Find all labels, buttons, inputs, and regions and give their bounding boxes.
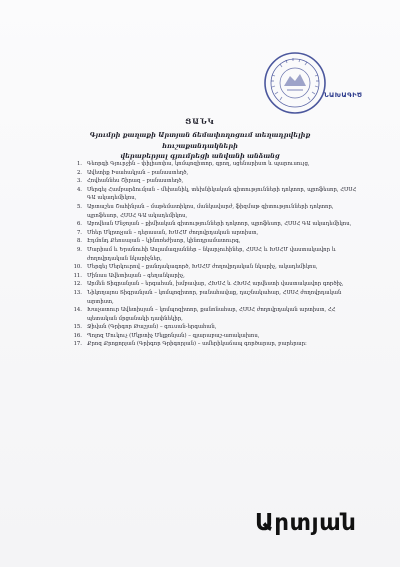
list-item-number: 8. <box>76 238 82 245</box>
list-item-number: 5. <box>76 203 82 210</box>
list-item-text: Նիկողայոս Տիգրանյան – կոմպոզիտոր, բանահավաք, դաշնակահար, ՀՍՍՀ ժողովրդական արտիստ, <box>87 289 342 305</box>
list-item-number: 16. <box>73 332 82 339</box>
list-item-text: Մհեր Մկրտչյան – դերասան, ԽՍՀՄ ժողովրդական արտիստ, <box>87 229 259 236</box>
list-item-number: 2. <box>76 169 82 176</box>
list-item-number: 7. <box>76 229 82 236</box>
list-item <box>70 263 360 272</box>
list-item <box>70 306 360 323</box>
list-item-text: Խաչատուր Ավետիսյան – կոմպոզիտոր, քանոնահար, ՀՍՍՀ ժողովրդական արտիստ, ՀՀ պետական մրցանակի դափնեկիր, <box>87 307 336 322</box>
list-item-text: Հովհաննես Շիրազ – բանաստեղծ, <box>87 178 184 185</box>
list-item-number: 4. <box>76 186 82 193</box>
list-item-text: Սերգեյ Համբարձումյան – մեխանիկ, տեխնիկական գիտությունների դոկտոր, պրոֆեսոր, ՀՍՍՀ ԳԱ ակադեմիկոս, <box>87 186 357 202</box>
list-item <box>70 229 360 238</box>
list-item-number: 12. <box>73 281 82 288</box>
list-item-text: Գեորգի Գյուրջին – փիլիսոփա, կոմպոզիտոր, գրող, սցենարիստ և պարուսույց, <box>87 161 310 167</box>
list-item-text: Քրոզ Քրոքորյան (Գրիգոր Գրիգորյան) – ամերիկաճապ գործարար, բարերար: <box>87 341 307 348</box>
list-item <box>70 272 360 281</box>
list-item <box>70 169 360 178</box>
list-item-text: Աբովեան Մնջոյան – քիմիական գիտությունների դոկտոր, պրոֆեսոր, ՀՍՍՀ ԳԱ ակադեմիկոս, <box>87 221 352 228</box>
list-item-text: Էդմոնդ Քեոսայան – կինոռեժիսոր, կինոդրամատուրգ, <box>87 238 241 245</box>
list-item <box>70 203 360 220</box>
list-item-number: 3. <box>76 178 82 185</box>
list-item-text: Մինաս Ավետիսյան – գեղանկարիչ, <box>87 272 185 279</box>
list-item <box>70 246 360 263</box>
stamp-seal-icon <box>262 50 328 116</box>
list-item-number: 13. <box>73 289 82 296</box>
signature-watermark: Արտյան <box>255 510 357 536</box>
list-item <box>70 186 360 203</box>
list-item-text: Ավետիք Իսահակյան – բանաստեղծ, <box>87 169 189 176</box>
list-item-text: Ջիվան (Գրիգոր Թաշյան) – գուսան-երգահան, <box>87 324 217 331</box>
list-item <box>70 220 360 229</box>
list-item-number: 11. <box>73 272 82 279</box>
document-title: ՑԱՆԿ <box>185 117 215 126</box>
list-item-number: 6. <box>76 221 82 228</box>
list-item-text: Մարիամ և Երանուհի Ասլամազյաններ – նկարչուհիներ, ՀՍՍՀ և ԽՍՀՄ վաստակավոր և ժողովրդական նկարիչներ, <box>87 246 336 262</box>
document-subtitle <box>60 130 340 162</box>
list-item-text: Արմեն Տիգրանյան – երգահան, խմբավար, ՀԽՍՀ և ՀԽՍՀ արվեստի վաստակավոր գործիչ, <box>87 281 344 288</box>
list-item <box>70 289 360 306</box>
list-item <box>70 177 360 186</box>
list-item-number: 9. <box>76 246 82 253</box>
subtitle-line-2: վերաբերյալ գյումրեցի անվանի անձանց <box>120 152 280 160</box>
list-item-number: 17. <box>73 341 82 348</box>
list-item <box>70 332 360 341</box>
list-item-number: 15. <box>73 324 82 331</box>
seal-label: ՆԱԽԱԳԻԾ <box>324 91 363 99</box>
list-item <box>70 160 360 169</box>
list-item-number: 1. <box>76 161 82 167</box>
names-list <box>70 160 360 349</box>
list-item <box>70 340 360 349</box>
list-item <box>70 237 360 246</box>
list-item <box>70 280 360 289</box>
subtitle-line-1: Գյումրի քաղաքի Արտյան ճեմափողոցում տեղադրվելիք հուշաքանդակների <box>89 131 311 150</box>
list-item-text: Մերգեյ Մերկուրով – քանդակագործ, ԽՍՀՄ ժողովրդական նկարիչ, ակադեմիկոս, <box>87 264 318 271</box>
list-item <box>70 323 360 332</box>
list-item-text: Պոլոզ Մուկուչ (Մկրտիչ Մելքոնյան) – գյարաբաշ-առակախոս, <box>87 332 260 339</box>
list-item-text: Արտաշես Շահինյան – մաթեմատիկոս, մանկավարժ, ֆիզմաթ գիտությունների դոկտոր, պրոֆեսոր, ՀՍՍՀ ԳԱ ակադեմիկոս, <box>87 203 334 219</box>
list-item-number: 10. <box>73 264 82 271</box>
list-item-number: 14. <box>73 307 82 314</box>
